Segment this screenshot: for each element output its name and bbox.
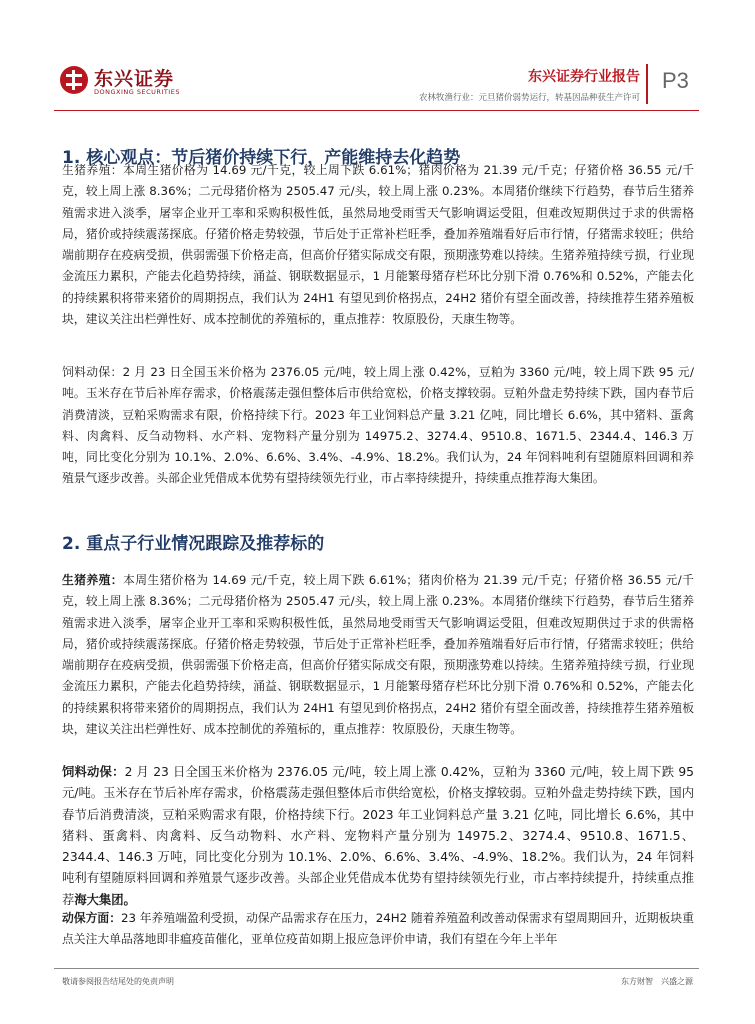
footer-rule — [54, 968, 699, 969]
section-2-paragraph-animal-health — [62, 908, 694, 951]
logo-text-cn: 东兴证券 — [94, 68, 175, 90]
section-2-paragraph-pig — [62, 570, 694, 740]
animal-lead: 动保方面： — [62, 911, 121, 925]
logo-icon — [60, 66, 88, 94]
section-1-paragraph-pig: 生猪养殖：本周生猪价格为 14.69 元/千克，较上周下跌 6.61%；猪肉价格为 21.39 元/千克；仔猪价格 36.55 元/千克，较上周上涨 8.36%；二元母猪价格为 2505.47 元/头，较上周上涨 0.23%。本周猪价继续下行趋势，春节后生猪养殖需求进入淡季，屠宰企业开工率和采购积极性低，虽然局地受雨雪天气影响调运受阻，但难改短期供过于求的供需格局，猪价或持续震荡探底。仔猪价格走势较强，节后处于正常补栏旺季，叠加养殖端看好后市行情，仔猪需求较旺；供给端前期存在疫病受损，供弱需强下价格走高，但高价仔猪实际成交有限，预期涨势难以持续。生猪养殖持续亏损，行业现金流压力累积，产能去化趋势持续，涌益、钢联数据显示，1 月能繁母猪存栏环比分别下滑 0.76%和 0.52%，产能去化的持续累积将带来猪价的周期拐点，我们认为 24H1 有望见到价格拐点，24H2 猪价有望全面改善，持续推荐生猪养殖板块，建议关注出栏弹性好、成本控制优的养殖标的，重点推荐：牧原股份，天康生物等。 — [62, 163, 694, 327]
section-1-heading: 1. 核心观点：节后猪价持续下行，产能维持去化趋势 — [62, 148, 461, 168]
feed-highlight: 海大集团。 — [74, 892, 136, 907]
pig-lead: 生猪养殖： — [62, 573, 123, 587]
section-1-paragraph-feed: 饲料动保：2 月 23 日全国玉米价格为 2376.05 元/吨，较上周上涨 0.42%，豆粕为 3360 元/吨，较上周下跌 95 元/吨。玉米存在节后补库存需求，价格震荡走强但整体后市供给宽松，价格支撑较弱。豆粕外盘走势持续下跌，国内春节后消费清淡，豆粕采购需求有限，价格持续下行。2023 年工业饲料总产量 3.21 亿吨，同比增长 6.6%，其中猪料、蛋禽料、肉禽料、反刍动物料、水产料、宠物料产量分别为 14975.2、3274.4、9510.8、1671.5、2344.4、146.3 万吨，同比变化分别为 10.1%、2.0%、6.6%、3.4%、-4.9%、18.2%。我们认为，24 年饲料吨利有望随原料回调和养殖景气逐步改善。头部企业凭借成本优势有望持续领先行业，市占率持续提升，持续重点推荐海大集团。 — [62, 365, 694, 486]
report-subtitle: 农林牧渔行业：元旦猪价弱势运行，转基因品种获生产许可 — [418, 93, 640, 103]
section-2-paragraph-feed — [62, 762, 694, 911]
header-divider — [646, 64, 648, 104]
pig-body: 本周生猪价格为 14.69 元/千克，较上周下跌 6.61%；猪肉价格为 21.39 元/千克；仔猪价格 36.55 元/千克，较上周上涨 8.36%；二元母猪价格为 2505.47 元/头，较上周上涨 0.23%。本周猪价继续下行趋势，春节后生猪养殖需求进入淡季，屠宰企业开工率和采购积极性低，虽然局地受雨雪天气影响调运受阻，但难改短期供过于求的供需格局，猪价或持续震荡探底。仔猪价格走势较强，节后处于正常补栏旺季，叠加养殖端看好后市行情，仔猪需求较旺；供给端前期存在疫病受损，供弱需强下价格走高，但高价仔猪实际成交有限，预期涨势难以持续。生猪养殖持续亏损，行业现金流压力累积，产能去化趋势持续，涌益、钢联数据显示，1 月能繁母猪存栏环比分别下滑 0.76%和 0.52%，产能去化的持续累积将带来猪价的周期拐点，我们认为 24H1 有望见到价格拐点，24H2 猪价有望全面改善，持续推荐生猪养殖板块，建议关注出栏弹性好、成本控制优的养殖标的，重点推荐：牧原股份，天康生物等。 — [62, 573, 694, 737]
company-logo — [60, 66, 180, 96]
section-2-heading: 2. 重点子行业情况跟踪及推荐标的 — [62, 534, 325, 554]
animal-body: 23 年养殖端盈利受损，动保产品需求存在压力，24H2 随着养殖盈利改善动保需求有望周期回升，近期板块重点关注大单品落地即非瘟疫苗催化，亚单位疫苗如期上报应急评价申请，我们有望在今年上半年 — [62, 911, 694, 947]
feed-body: 2 月 23 日全国玉米价格为 2376.05 元/吨，较上周上涨 0.42%，豆粕为 3360 元/吨，较上周下跌 95 元/吨。玉米存在节后补库存需求，价格震荡走强但整体后市供给宽松，价格支撑较弱。豆粕外盘走势持续下跌，国内春节后消费清淡，豆粕采购需求有限，价格持续下行。2023 年工业饲料总产量 3.21 亿吨，同比增长 6.6%，其中猪料、蛋禽料、肉禽料、反刍动物料、水产料、宠物料产量分别为 14975.2、3274.4、9510.8、1671.5、2344.4、146.3 万吨，同比变化分别为 10.1%、2.0%、6.6%、3.4%、-4.9%、18.2%。我们认为，24 年饲料吨利有望随原料回调和养殖景气逐步改善。头部企业凭借成本优势有望持续领先行业，市占率持续提升，持续重点推荐 — [62, 765, 694, 907]
report-title: 东兴证券行业报告 — [528, 69, 640, 85]
header-rule — [54, 110, 699, 111]
page-header — [0, 0, 755, 112]
page-number: P3 — [662, 68, 689, 93]
section-2-heading-wrap — [62, 530, 694, 558]
feed-lead: 饲料动保： — [62, 765, 125, 779]
logo-text-en: DONGXING SECURITIES — [94, 88, 180, 96]
footer-disclaimer: 敬请参阅报告结尾处的免责声明 — [62, 977, 174, 986]
footer-slogan: 东方财智 兴盛之源 — [621, 977, 693, 986]
